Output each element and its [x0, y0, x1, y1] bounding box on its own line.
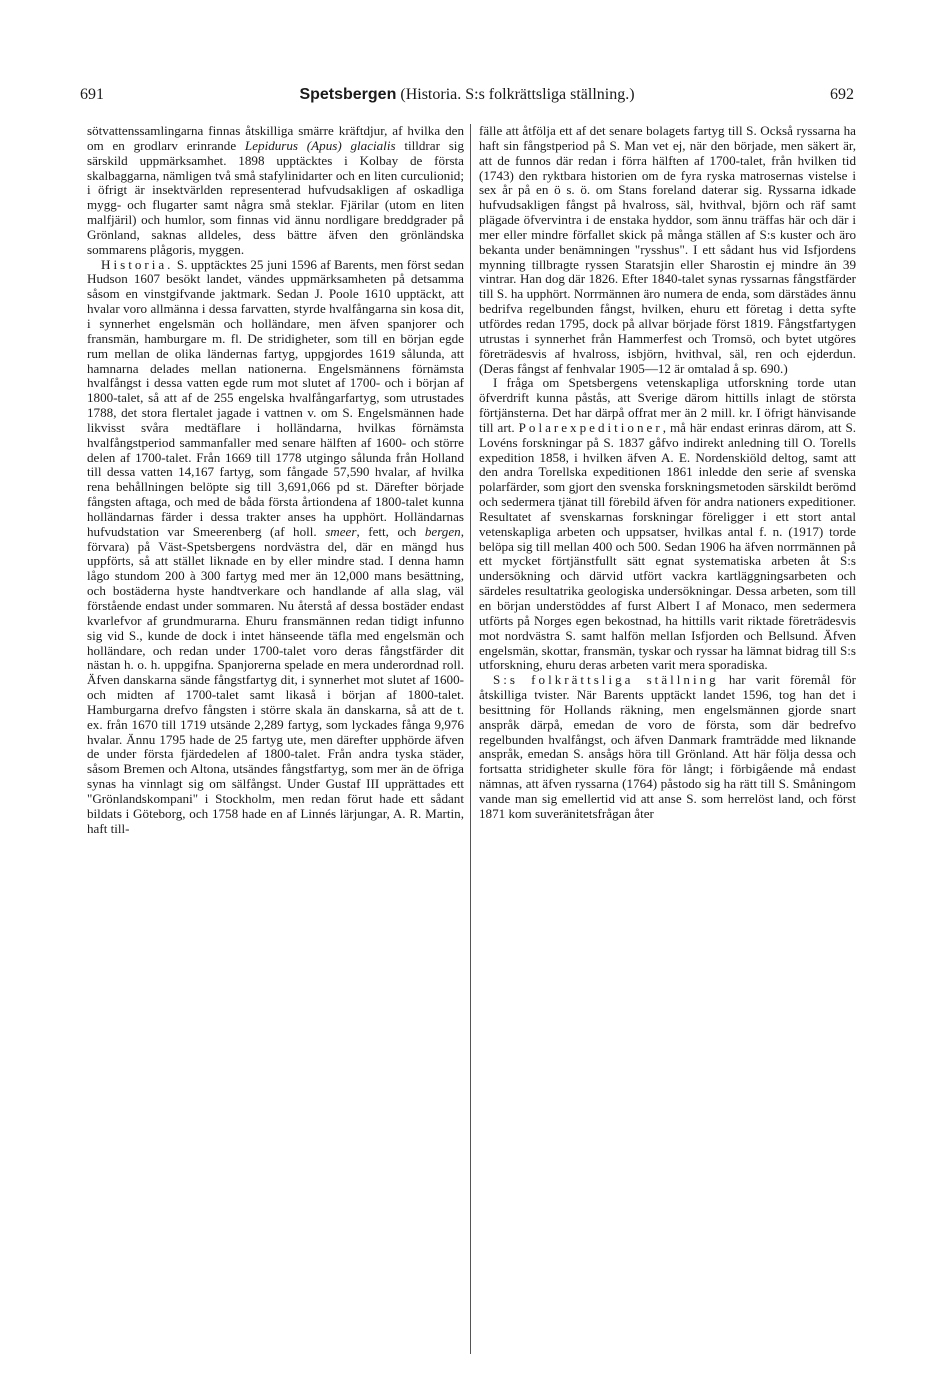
italic-term: bergen — [424, 523, 461, 539]
running-title — [80, 86, 854, 104]
species-name: Lepidurus (Apus) glacialis — [244, 137, 396, 153]
italic-term: smeer — [325, 523, 357, 539]
text-run: I fråga om Spetsbergens vetenskapliga utforskning torde utan öfverdrift kunna påstås, att Sverige därom hittills inlagt de största förtjänsterna. Det har därpå offrat mer än 2 mill. kr. I öfrigt hänvisande till art. — [479, 375, 856, 435]
column-divider — [470, 124, 471, 1354]
page-header — [80, 86, 854, 110]
text-run: , må här endast erinras därom, att S. Lovéns forskningar på S. 1837 gåfvo indirekt anledning till O. Torells expedition 1858, i hvilken äfven A. E. Nordenskiöld deltog, samt att den andra Torellska expeditionen 1861 inledde den serie af svenska polarfärder, som gjort den svenska forskningsmetoden särskildt berömd och sedermera tjänat till förebild äfven för andra nationers expeditioner. Resultatet af svenskarnas forskningar föreligger i ett stort antal vetenskapliga arbeten och uppsatser, hvilkas antal f. n. (1917) torde belöpa sig till mellan 400 och 500. Sedan 1906 ha äfven norrmännen på ett mycket förtjänstfullt sätt egnat systematiska arbeten åt S:s undersökning och därvid utfört vackra kartläggningsarbeten och särdeles resultatrika geologiska undersökningar. Dessa arbeten, som till en början understöddes af furst Albert I af Monaco, men sedermera utförts på Norges egen bekostnad, ha hittills varit riktade företrädesvis mot nordvästra S. samt halfön mellan Isfjorden och Bellsund. Äfven engelsmän, skottar, fransmän, tyskar och ryssar ha lämnat bidrag till S:s utforskning, ehuru deras arbeten varit mera sporadiska. — [479, 419, 856, 673]
text-run: sötvattenssamlingarna finnas åtskilliga smärre kräftdjur, af hvilka den om en grodlarv erinrande — [87, 124, 464, 153]
paragraph-fauna — [87, 124, 464, 258]
section-heading-legal: S:s folkrättsliga ställning — [493, 672, 719, 688]
text-run: tilldrar sig särskild uppmärksamhet. 1898 upptäcktes i Kolbay de första skalbaggarna, nämligen två små stafylinidarter och en liten curculionid; i öfrigt är insektvärlden representerad hufvudsakligen af oskadliga mygg- och flugarter samt några små steklar. Fjärilar (utom en liten malfjäril) och humlor, som finnas vid ännu nordligare breddgrader på Grönland, saknas alldeles, dess bättre äfven den grönländska sommarens plågoris, myggen. — [87, 137, 464, 257]
left-page-number: 691 — [80, 86, 104, 103]
text-run: , förvara) på Väst-Spetsbergens nordvästra del, där en mängd hus uppförts, så att stället liknade en by eller mindre stad. I denna hamn lågo stundom 200 à 300 fartyg med mer än 12,000 mans besättning, och bostäderna hyste handtverkare och handlande af alla slag, väl förstående endast under sommaren. Nu återstå af dessa bostäder endast kvarlefvor af grundmurarna. Ehuru fransmännen redan tidigt infunno sig vid S., kunde de dock i intet hänseende täfla med engelsmän och holländare, och redan under 1700-talet voro deras fångstfärder dit nästan h. o. h. uppgifna. Spanjorerna spelade en mera underordnad roll. Äfven danskarna sände fångstfartyg dit, i synnerhet mot slutet af 1600- och midten af 1700-talet samt likaså i början af 1800-talet. Hamburgarna drefvo fångsten i större skala än danskarna, så att de t. ex. från 1670 till 1719 utsände 2,289 fartyg, som lyckades fånga 9,976 hvalar. Ännu 1795 hade de 25 fartyg ute, men därefter upphörde äfven de under första fjärdedelen af 1800-talet. Från andra tyska städer, såsom Bremen och Altona, utsändes fångstfartyg, som mer än de öfriga synas ha vinnlagt sig om sälfångst. Under Gustaf III upprättades ett "Grönlandskompani" i Stockholm, men redan förut hade ett sådant bildats i Göteborg, och 1758 hade en af Linnés lärjungar, A. R. Martin, haft till- — [87, 523, 464, 836]
text-run: har varit föremål för åtskilliga tvister. När Barents upptäckt landet 1596, tog han det i besittning för Hollands räkning, men engelsmännen gjorde snart anspråk därpå, emedan de voro de första, som där bedrefvo regelbunden hvalfångst, och äfven Danmark framträdde med liknande anspråk, emedan S. ansågs höra till Grönland. Att här följa dessa och fortsatta stridigheter skulle föra för långt; i förbigående må endast nämnas, att äfven ryssarna (1764) påstodo sig ha rätt till S. Småningom vande man sig emellertid vid att anse S. som herrelöst land, och först 1871 kom suveränitetsfrågan åter — [479, 672, 856, 821]
text-run: S. upptäcktes 25 juni 1596 af Barents, men först sedan Hudson 1607 besökt landet, vändes uppmärksamheten på detsamma såsom en vinstgifvande jaktmark. Sedan J. Poole 1610 upptäckt, att hvalar voro allmänna i dessa farvatten, styrde hvalfångarna sin kosa dit, i synnerhet engelsmän och holländare, men äfven spanjorer och fransmän, hamburgare m. fl. De stridigheter, som till en början egde rum mellan de olika ländernas fartyg, uppgjordes 1619 sålunda, att hamnarna delades mellan nationerna. Engelsmännens förnämsta hvalfångst i dessa vatten egde rum mot slutet af 1700- och i början af 1800-talet, så att af de 255 engelska hvalfångarfartyg, som utrustades 1788, det stora flertalet jagade i vattnen v. om S. Engelsmännen hade likvisst svåra medtäflare i holländarna, hvilkas förnämsta hvalfångstperiod sammanfaller med senare hälften af 1600- och större delen af 1700-talet. Från 1669 till 1778 utgingo sålunda från Holland till dessa vatten 14,167 fartyg, som fångade 57,590 hvalar, af hvilka rena behållningen belöpte sig till 3,691,066 pd st. Därefter började fångsten aftaga, och med de båda första årtiondena af 1800-talet kunna holländarnas färder i dessa trakter anses ha upphört. Holländarnas hufvudstation var Smeerenberg (af holl. — [87, 256, 464, 539]
paragraph-research — [479, 376, 856, 673]
title-word: Spetsbergen — [299, 86, 397, 103]
text-run: , fett, och — [356, 523, 425, 539]
section-heading-historia: Historia. — [101, 256, 174, 272]
cross-reference: Polarexpeditioner — [518, 419, 663, 435]
title-subtitle: (Historia. S:s folkrättsliga ställning.) — [400, 86, 635, 103]
paragraph-legal-status — [479, 673, 856, 821]
right-page-number: 692 — [830, 86, 854, 103]
paragraph-russians: fälle att åtfölja ett af det senare bolagets fartyg till S. Också ryssarna ha haft sin fångstperiod på S. Man vet ej, när den började, men säkert är, att de funnos där redan i förra hälften af 1700-talet, från hvilken tid (1743) den ryktbara historien om de fyra ryska matrosernas vistelse i sex år på en ö s. ö. om Stans foreland daterar sig. Ryssarna idkade hufvudsakligen fångst på hvalross, säl, hvithval, björn och räf samt plägade öfvervintra i de enstaka hyddor, som ännu träffas här och där i mer eller mindre förfallet skick på många ställen af S:s kuster och äro bekanta under benämningen "rysshus". I ett sådant hus vid Isfjordens mynning tillbragte ryssen Staratsjin eller Sharostin ej mindre än 39 vintrar. Han dog där 1826. Efter 1840-talet synas ryssarnas fångstfärder till S. ha upphört. Norrmännen äro numera de enda, som därstädes ännu bedrifva regelbunden fångst, hvilken, ehuru ett företag i detta syfte utfördes redan 1795, dock på allvar började först 1819. Fångstfartygen utrustas i synnerhet från Hammerfest och Tromsö, och bytet utgöres företrädesvis af hvalross, isbjörn, hvithval, säl, ren och ejderdun. (Deras fångst af fenhvalar 1905—12 är omtalad å sp. 690.) — [479, 124, 856, 376]
paragraph-history — [87, 258, 464, 837]
left-column — [87, 124, 464, 1364]
right-column — [479, 124, 856, 1364]
